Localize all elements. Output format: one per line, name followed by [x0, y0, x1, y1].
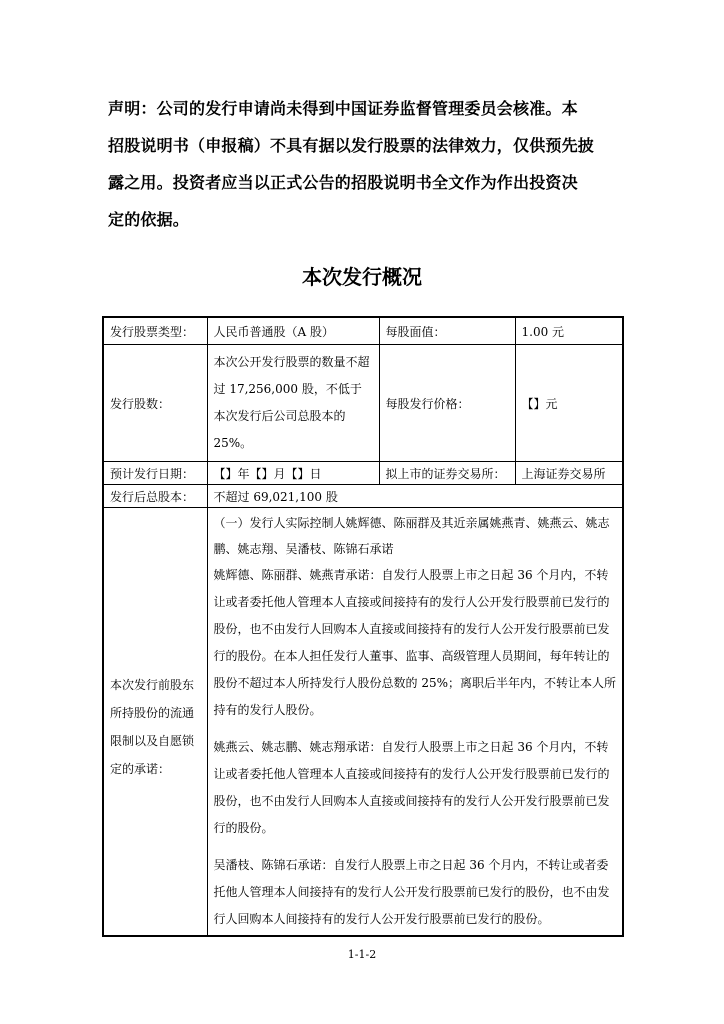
share-type-value: 人民币普通股（A 股）: [207, 317, 379, 345]
issue-price-value: 【】元: [515, 345, 623, 462]
total-shares-label: 发行后总股本：: [103, 485, 207, 508]
offering-overview-table: [102, 316, 624, 937]
par-value-label: 每股面值：: [379, 317, 515, 345]
commitment-paragraph: 姚辉德、陈丽群、姚燕青承诺：自发行人股票上市之日起 36 个月内，不转让或者委托他人管理本人直接或间接持有的发行人公开发行股票前已发行的股份，也不由发行人回购本人直接或间接持有的发行人公开发行股票前已发行的股份。在本人担任发行人董事、监事、高级管理人员期间，每年转让的股份不超过本人所持发行人股份总数的 25%；离职后半年内，不转让本人所持有的发行人股份。: [213, 568, 616, 717]
exchange-label: 拟上市的证券交易所：: [379, 462, 515, 485]
page-title: 本次发行概况: [302, 265, 422, 289]
table-row: [103, 462, 623, 485]
commitment-paragraph: 姚燕云、姚志鹏、姚志翔承诺：自发行人股票上市之日起 36 个月内，不转让或者委托他人管理本人直接或间接持有的发行人公开发行股票前已发行的股份，也不由发行人回购本人直接或间接持有的发行人公开发行股票前已发行的股份。: [213, 740, 610, 835]
lockup-commitment-content: [207, 508, 623, 937]
declaration-notice: [108, 90, 618, 238]
declaration-line: 招股说明书（申报稿）不具有据以发行股票的法律效力，仅供预先披: [108, 136, 595, 155]
share-type-label: 发行股票类型：: [103, 317, 207, 345]
commitment-paragraph: 吴潘枝、陈锦石承诺：自发行人股票上市之日起 36 个月内，不转让或者委托他人管理本人间接持有的发行人公开发行股票前已发行的股份，也不由发行人回购本人间接持有的发行人公开发行股票前已发行的股份。: [213, 858, 610, 926]
issue-date-value: 【】年【】月【】日: [207, 462, 379, 485]
table-row: [103, 485, 623, 508]
issue-price-label: 每股发行价格：: [379, 345, 515, 462]
table-row: [103, 317, 623, 345]
table-row: [103, 508, 623, 937]
exchange-value: 上海证券交易所: [515, 462, 623, 485]
table-row: [103, 345, 623, 462]
declaration-line: 声明：公司的发行申请尚未得到中国证券监督管理委员会核准。本: [108, 99, 578, 118]
declaration-line: 定的依据。: [108, 210, 190, 229]
par-value-value: 1.00 元: [515, 317, 623, 345]
page-number: 1-1-2: [347, 948, 377, 961]
lockup-commitment-label: 本次发行前股东所持股份的流通限制以及自愿锁定的承诺：: [103, 508, 207, 937]
issue-date-label: 预计发行日期：: [103, 462, 207, 485]
share-count-label: 发行股数：: [103, 345, 207, 462]
declaration-line: 露之用。投资者应当以正式公告的招股说明书全文作为作出投资决: [108, 173, 578, 192]
commitment-heading: （一）发行人实际控制人姚辉德、陈丽群及其近亲属姚燕青、姚燕云、姚志鹏、姚志翔、吴潘枝、陈锦石承诺: [213, 516, 610, 556]
total-shares-value: 不超过 69,021,100 股: [207, 485, 623, 508]
share-count-value: 本次公开发行股票的数量不超过 17,256,000 股，不低于本次发行后公司总股本的 25%。: [207, 345, 379, 462]
